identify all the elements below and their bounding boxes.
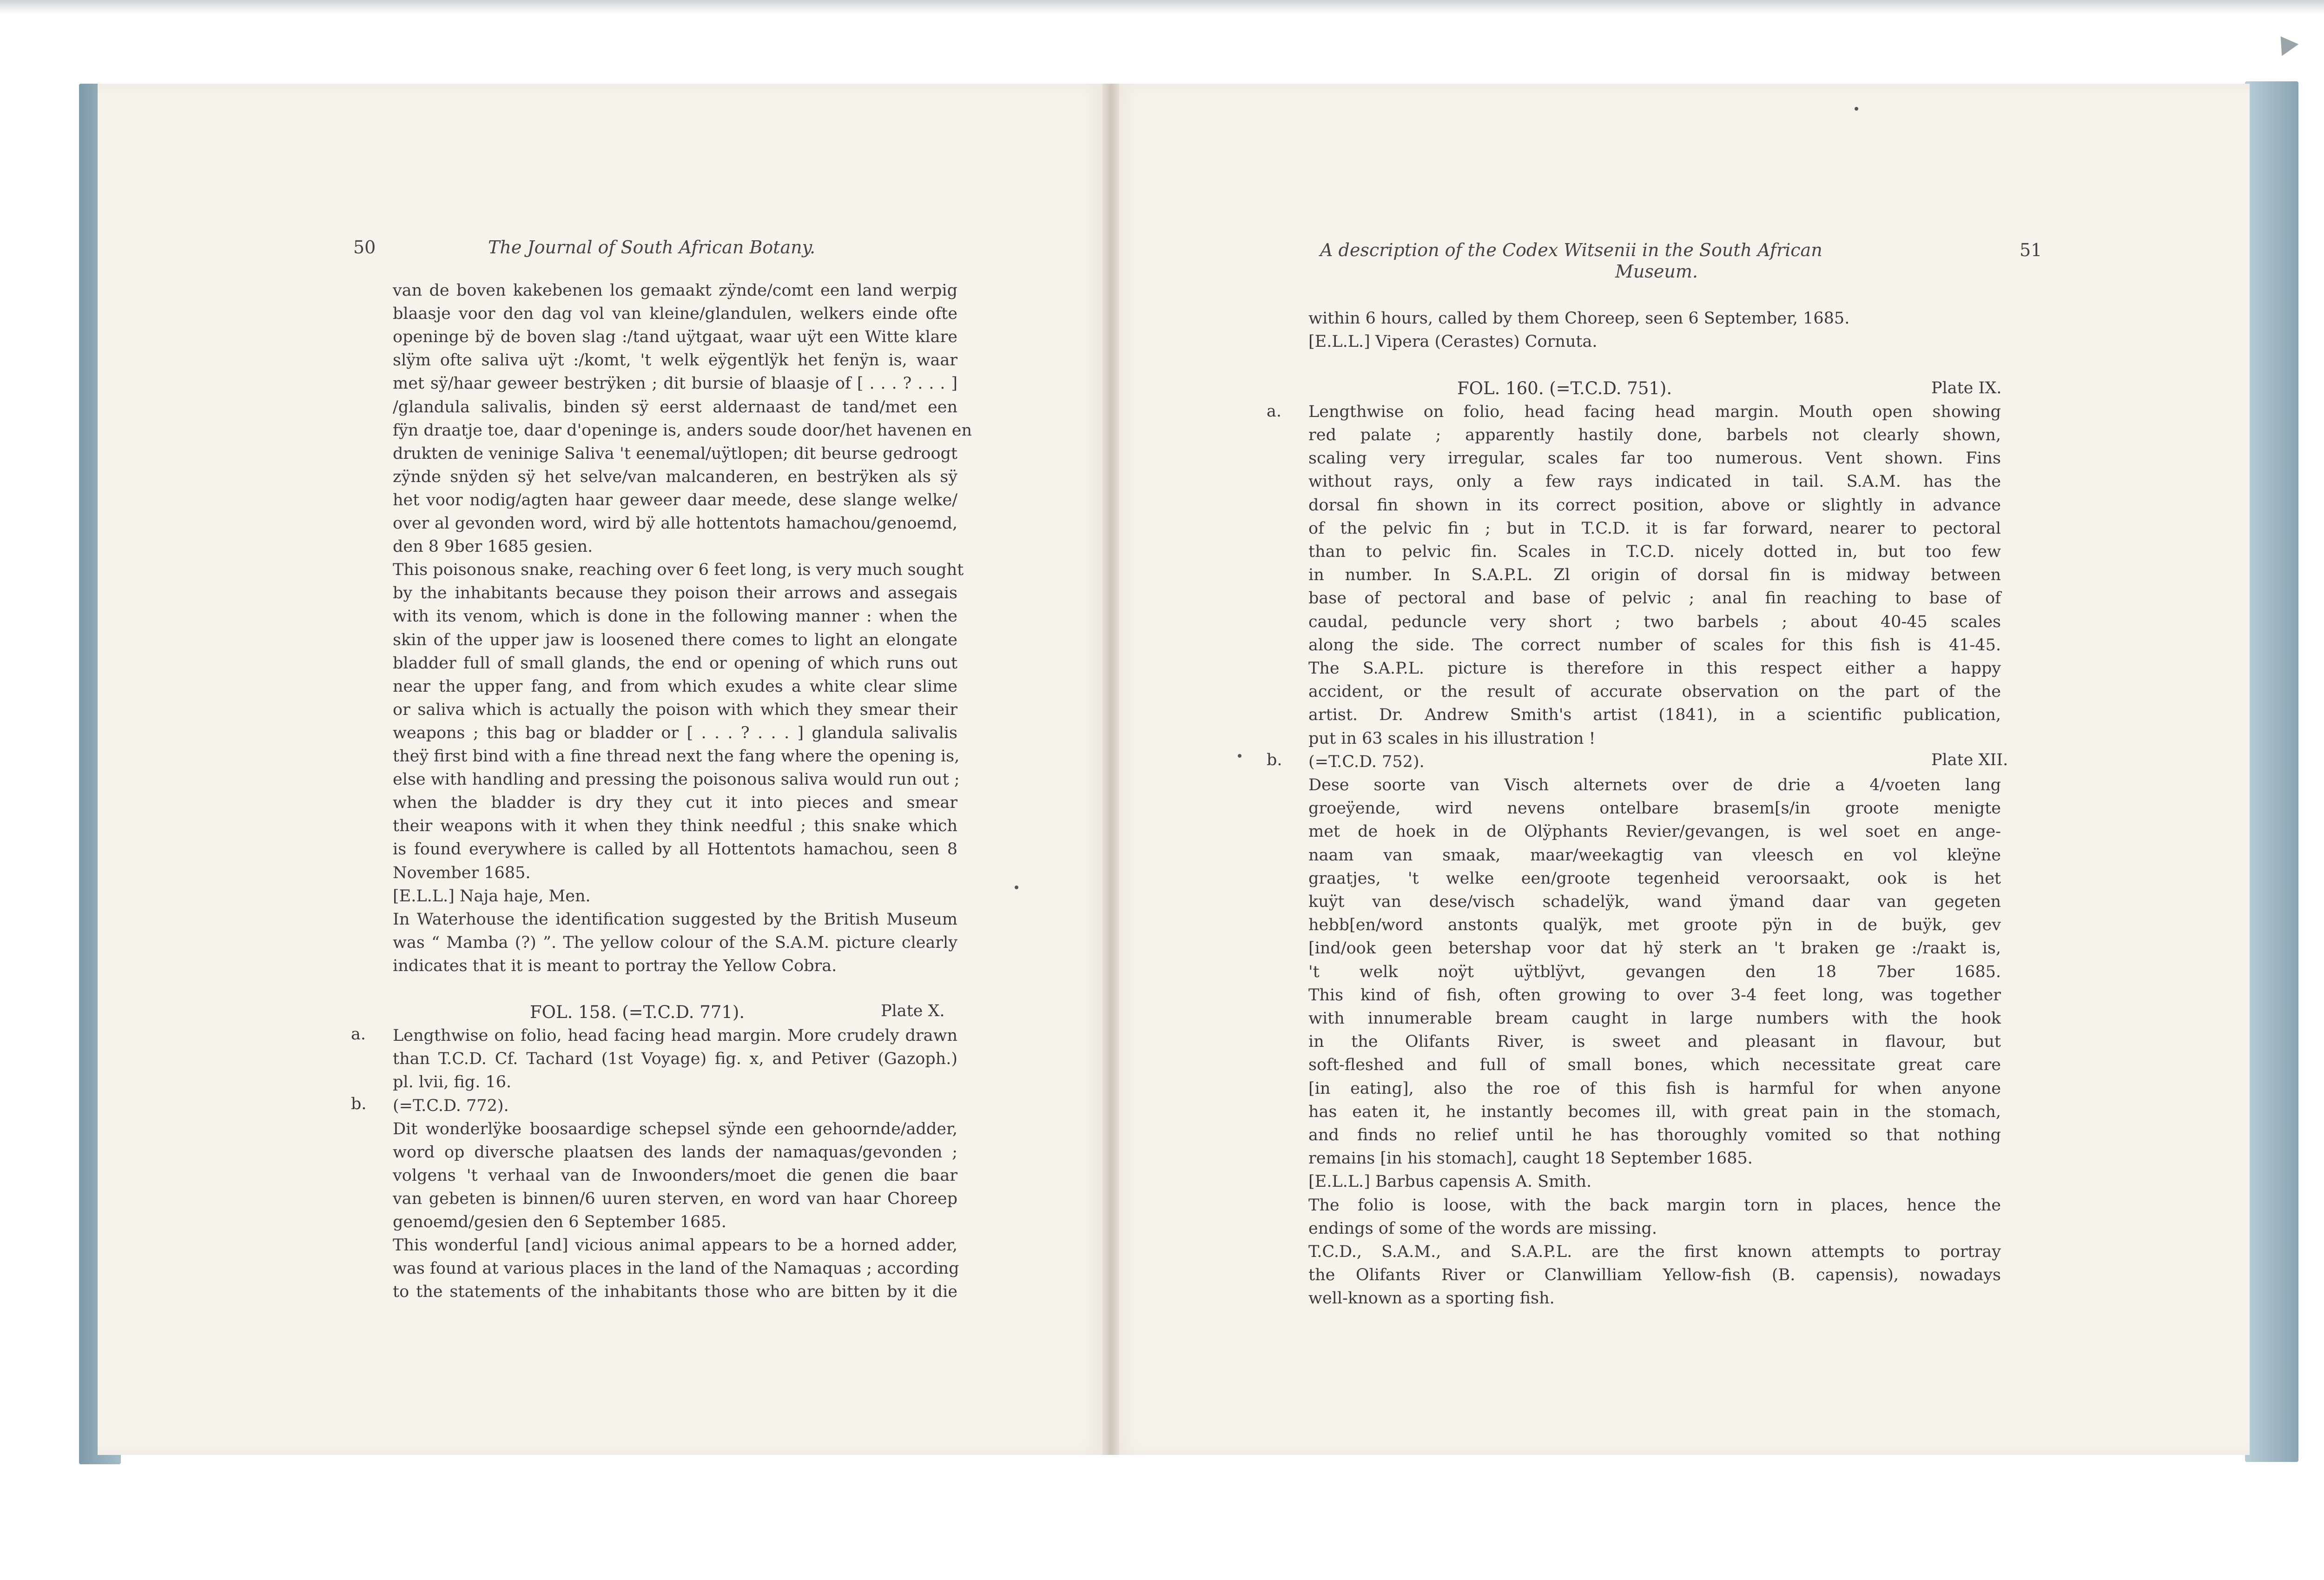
text-line: met de hoek in de Olÿphants Revier/gevangen, is wel soet en ange- [1308, 822, 2001, 841]
top-edge [0, 0, 2324, 14]
text-line: when the bladder is dry they cut it into pieces and smear [393, 793, 957, 813]
text-line: of the pelvic fin ; but in T.C.D. it is far forward, nearer to pectoral [1308, 519, 2001, 538]
text-line: groeÿende, wird nevens ontelbare brasem[s/in groote menigte [1308, 799, 2001, 818]
item-label-a-left: a. [351, 1025, 366, 1044]
text-line: Dit wonderlÿke boosaardige schepsel sÿnde een gehoornde/adder, [393, 1119, 957, 1138]
text-line: [E.L.L.] Vipera (Cerastes) Cornuta. [1308, 332, 1598, 351]
text-line: This poisonous snake, reaching over 6 feet long, is very much sought [393, 561, 964, 580]
text-line: FOL. 160. (=T.C.D. 751). [1457, 378, 1672, 398]
text-line: Dese soorte van Visch alternets over de drie a 4/voeten lang [1308, 776, 2001, 794]
text-line: or saliva which is actually the poison with which they smear their [393, 700, 957, 719]
text-line: drukten de veninige Saliva 't eenemal/uÿtlopen; dit beurse gedroogt [393, 444, 957, 463]
text-line: with innumerable bream caught in large numbers with the hook [1308, 1009, 2001, 1028]
text-line: genoemd/gesien den 6 September 1685. [393, 1213, 726, 1231]
text-line: 't welk noÿt uÿtblÿvt, gevangen den 18 7ber 1685. [1308, 962, 2001, 981]
text-line: endings of some of the words are missing. [1308, 1219, 1657, 1238]
text-line: and finds no relief until he has thoroughly vomited so that nothing [1308, 1126, 2001, 1144]
text-line: along the side. The correct number of scales for this fish is 41-45. [1308, 635, 2001, 654]
text-line: was “ Mamba (?) ”. The yellow colour of the S.A.M. picture clearly [393, 933, 957, 952]
item-label-b-right: b. [1267, 751, 1282, 769]
text-line: put in 63 scales in his illustration ! [1308, 729, 1596, 748]
text-line: Lengthwise on folio, head facing head margin. More crudely drawn [393, 1026, 957, 1045]
text-line: with its venom, which is done in the following manner : when the [393, 607, 957, 626]
running-head-right-line2: Museum. [1615, 261, 1698, 282]
text-line: (=T.C.D. 772). [393, 1096, 509, 1115]
text-line: van gebeten is binnen/6 uuren sterven, en word van haar Choreep [393, 1189, 957, 1208]
text-line: in the Olifants River, is sweet and pleasant in flavour, but [1308, 1032, 2001, 1051]
text-line: This kind of fish, often growing to over 3-4 feet long, was together [1308, 985, 2001, 1005]
text-line: The S.A.P.L. picture is therefore in this respect either a happy [1308, 659, 2001, 678]
text-line: kuÿt van dese/visch schadelÿk, wand ÿmand daar van gegeten [1308, 892, 2001, 911]
text-line: else with handling and pressing the poisonous saliva would run out ; [393, 770, 960, 789]
running-head-right-line1: A description of the Codex Witsenii in the South African [1320, 240, 1822, 260]
text-line: zÿnde snÿden sÿ het selve/van malcanderen, en bestrÿken als sÿ [393, 467, 957, 486]
text-line: weapons ; this bag or bladder or [ . . . ? . . . ] glandula salivalis [393, 723, 957, 742]
text-line: to the statements of the inhabitants those who are bitten by it die [393, 1283, 957, 1302]
page-number-left: 50 [353, 237, 376, 258]
text-line: den 8 9ber 1685 gesien. [393, 537, 593, 556]
right-cover-edge [2245, 81, 2298, 1462]
text-line: scaling very irregular, scales far too numerous. Vent shown. Fins [1308, 449, 2001, 468]
text-line: indicates that it is meant to portray the Yellow Cobra. [393, 956, 837, 975]
text-line: without rays, only a few rays indicated in tail. S.A.M. has the [1308, 472, 2001, 491]
text-line: dorsal fin shown in its correct position, above or slightly in advance [1308, 496, 2001, 515]
text-line: their weapons with it when they think needful ; this snake which [393, 817, 957, 836]
plate-label-ix: Plate IX. [1931, 379, 2002, 397]
text-line: November 1685. [393, 863, 531, 882]
text-line: in number. In S.A.P.L. Zl origin of dorsal fin is midway between [1308, 566, 2001, 585]
corner-mark [2272, 31, 2299, 56]
text-line: The folio is loose, with the back margin torn in places, hence the [1308, 1196, 2001, 1215]
text-line: has eaten it, he instantly becomes ill, with great pain in the stomach, [1308, 1102, 2001, 1121]
page-gutter [1103, 84, 1119, 1455]
text-line: over al gevonden word, wird bÿ alle hottentots hamachou/genoemd, [393, 514, 957, 533]
text-line: by the inhabitants because they poison their arrows and assegais [393, 584, 957, 603]
text-line: hebb[en/word anstonts qualÿk, met groote pÿn in de buÿk, gev [1308, 916, 2001, 935]
text-line: This wonderful [and] vicious animal appears to be a horned adder, [393, 1236, 957, 1255]
text-line: than to pelvic fin. Scales in T.C.D. nicely dotted in, but too few [1308, 542, 2001, 561]
text-line: caudal, peduncle very short ; two barbels ; about 40-45 scales [1308, 612, 2001, 631]
text-line: the Olifants River or Clanwilliam Yellow-fish (B. capensis), nowadays [1308, 1266, 2001, 1285]
text-line: openinge bÿ de boven slag :/tand uÿtgaat, waar uÿt een Witte klare [393, 328, 957, 347]
text-line: word op diversche plaatsen des lands der namaquas/gevonden ; [393, 1143, 957, 1162]
text-line: naam van smaak, maar/weekagtig van vleesch en vol kleÿne [1308, 846, 2001, 865]
speck [1238, 754, 1241, 758]
text-line: near the upper fang, and from which exudes a white clear slime [393, 677, 957, 696]
text-line: is found everywhere is called by all Hottentots hamachou, seen 8 [393, 840, 957, 859]
text-line: accident, or the result of accurate observation on the part of the [1308, 682, 2001, 701]
running-head-left: The Journal of South African Botany. [488, 237, 816, 258]
text-line: (=T.C.D. 752). [1308, 752, 1425, 771]
text-line: artist. Dr. Andrew Smith's artist (1841), in a scientific publication, [1308, 706, 2001, 725]
text-line: [E.L.L.] Barbus capensis A. Smith. [1308, 1172, 1592, 1191]
text-line: van de boven kakebenen los gemaakt zÿnde/comt een land werpig [393, 281, 957, 300]
text-line: blaasje voor den dag vol van kleine/glandulen, welkers einde ofte [393, 304, 957, 324]
plate-label-x: Plate X. [881, 1002, 945, 1020]
text-line: slÿm ofte saliva uÿt :/komt, 't welk eÿgentlÿk het fenÿn is, waar [393, 351, 957, 370]
text-line: than T.C.D. Cf. Tachard (1st Voyage) fig. x, and Petiver (Gazoph.) [393, 1050, 957, 1069]
text-line: FOL. 158. (=T.C.D. 771). [530, 1002, 745, 1023]
text-line: Lengthwise on folio, head facing head margin. Mouth open showing [1308, 402, 2001, 421]
text-line: [in eating], also the roe of this fish is harmful for when anyone [1308, 1079, 2001, 1098]
text-line: theÿ first bind with a fine thread next the fang where the opening is, [393, 747, 960, 766]
page-number-right: 51 [2020, 240, 2042, 260]
text-line: [ind/ook geen betershap voor dat hÿ sterk an 't braken ge :/raakt is, [1308, 939, 2001, 958]
text-line: within 6 hours, called by them Choreep, seen 6 September, 1685. [1308, 309, 1850, 328]
item-label-b-left: b. [351, 1095, 367, 1113]
text-line: base of pectoral and base of pelvic ; anal fin reaching to base of [1308, 589, 2001, 608]
text-line: soft-fleshed and full of small bones, which necessitate great care [1308, 1056, 2001, 1075]
text-line: was found at various places in the land of the Namaquas ; according [393, 1259, 959, 1278]
speck [1015, 886, 1018, 889]
text-line: skin of the upper jaw is loosened there comes to light an elongate [393, 630, 957, 649]
text-line: In Waterhouse the identification suggested by the British Museum [393, 910, 957, 929]
text-line: met sÿ/haar geweer bestrÿken ; dit bursie of blaasje of [ . . . ? . . . ] [393, 374, 957, 393]
text-line: pl. lvii, fig. 16. [393, 1073, 512, 1092]
text-line: fÿn draatje toe, daar d'openinge is, anders soude door/het havenen en [393, 421, 972, 440]
text-line: red palate ; apparently hastily done, barbels not clearly shown, [1308, 426, 2001, 444]
text-line: /glandula salivalis, binden sÿ eerst aldernaast de tand/met een [393, 397, 957, 416]
text-line: graatjes, 't welke een/groote tegenheid veroorsaakt, ook is het [1308, 869, 2001, 888]
speck [1855, 107, 1858, 111]
item-label-a-right: a. [1267, 402, 1281, 421]
text-line: bladder full of small glands, the end or opening of which runs out [393, 654, 957, 673]
text-line: remains [in his stomach], caught 18 September 1685. [1308, 1149, 1753, 1168]
text-line: T.C.D., S.A.M., and S.A.P.L. are the first known attempts to portray [1308, 1243, 2001, 1261]
text-line: [E.L.L.] Naja haje, Men. [393, 886, 591, 906]
plate-label-xii: Plate XII. [1931, 751, 2008, 769]
text-line: well-known as a sporting fish. [1308, 1289, 1555, 1308]
text-line: volgens 't verhaal van de Inwoonders/moet die genen die baar [393, 1166, 957, 1185]
text-line: het voor nodig/agten haar geweer daar meede, dese slange welke/ [393, 490, 957, 509]
